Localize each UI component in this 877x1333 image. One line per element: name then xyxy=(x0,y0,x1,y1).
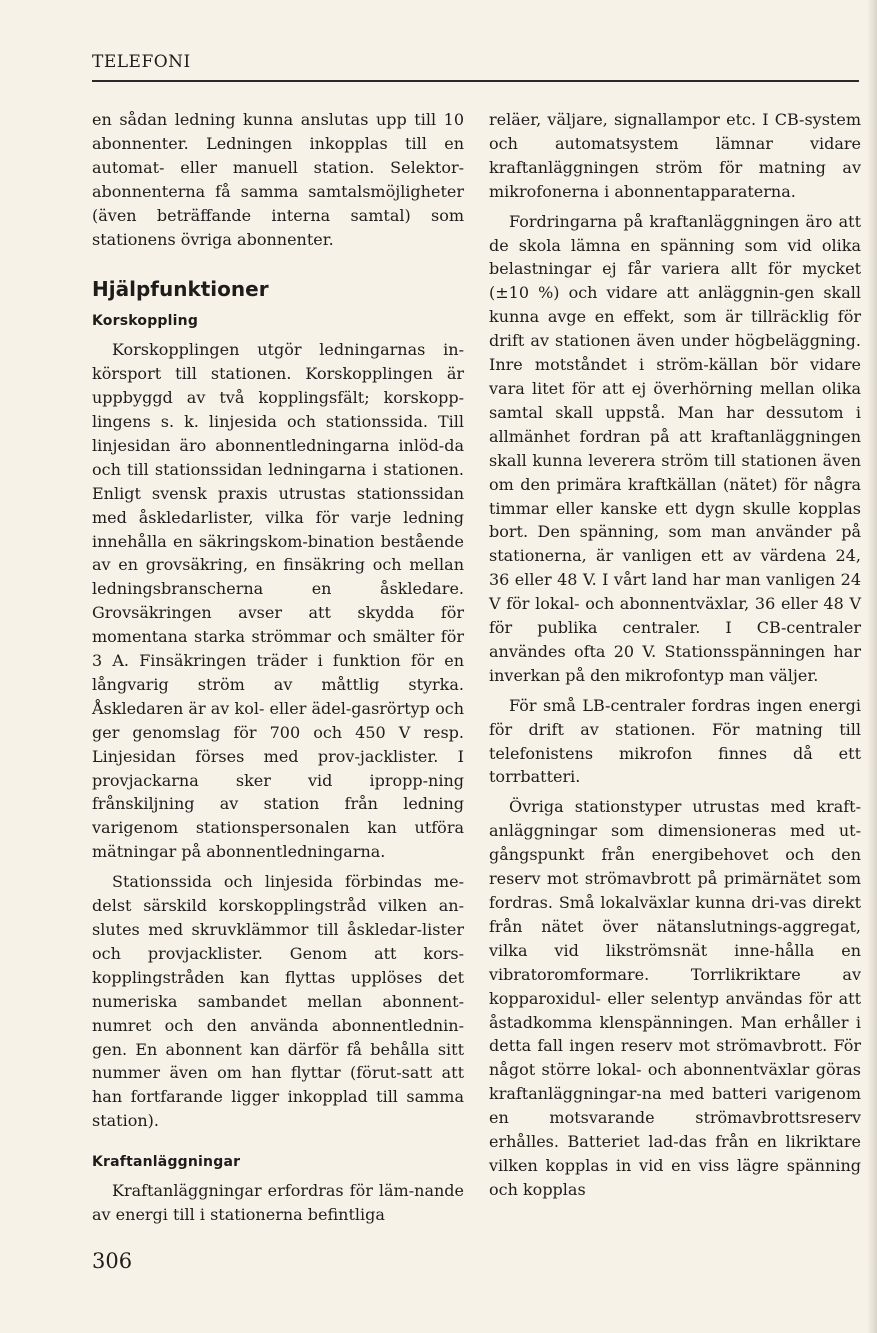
right-column xyxy=(489,108,861,1208)
kraftanlaggningar-paragraph-1: Kraftanläggningar erfordras för läm-nande av energi till i stationerna befintliga xyxy=(92,1181,464,1224)
right-paragraph-3: För små LB-centraler fordras ingen energi för drift av stationen. För matning till telefonistens mikrofon finnes då ett torrbatteri. xyxy=(489,695,861,787)
left-column xyxy=(92,108,464,1233)
section-heading: Hjälpfunktioner xyxy=(92,277,269,302)
intro-paragraph: en sådan ledning kunna anslutas upp till 10 abonnenter. Ledningen inkopplas till en automat- eller manuell station. Selektor-abonnenterna få samma samtalsmöjligheter (även beträffande interna samtal) som stationens övriga abonnenter. xyxy=(92,110,464,249)
header-rule xyxy=(92,80,859,82)
right-paragraph-1: reläer, väljare, signallampor etc. I CB-system och automatsystem lämnar vidare kraftanläggningen ström för matning av mikrofonerna i abonnentapparaterna. xyxy=(489,110,861,201)
page-edge-shadow xyxy=(867,0,877,1333)
right-paragraph-4: Övriga stationstyper utrustas med kraft-anläggningar som dimensioneras med ut-gångspunkt från energibehovet och den reserv mot strömavbrott på primärnätet som fordras. Små lokalväxlar kunna dri-vas direkt från nätet över nätanslutnings-aggregat, vilka vid likströmsnät inne-hålla en vibratoromformare. Torrlikriktare av kopparoxidul- eller selentyp användas för att åstadkomma klenspänningen. Man erhåller i detta fall ingen reserv mot strömavbrott. För något större lokal- och abonnentväxlar göras kraftanläggningar-na med batteri varigenom en motsvarande strömavbrottsreserv erhålles. Batteriet lad-das från en likriktare vilken kopplas in vid en viss lägre spänning och kopplas xyxy=(489,797,861,1199)
right-paragraph-2: Fordringarna på kraftanläggningen äro att de skola lämna en spänning som vid olika belastningar ej får variera allt för mycket (±10 %) och vidare att anläggnin-gen skall kunna avge en effekt, som är tillräcklig för drift av stationen även under högbeläggning. Inre motståndet i ström-källan bör vidare vara litet för att ej överhörning mellan olika samtal skall uppstå. Man har dessutom i allmänhet fordran på att kraftanläggningen skall kunna leverera ström till stationen även om den primära kraftkällan (nätet) för några timmar eller kanske ett dygn skulle kopplas bort. Den spänning, som man använder på stationerna, är vanligen ett av värdena 24, 36 eller 48 V. I vårt land har man vanligen 24 V för lokal- och abonnentväxlar, 36 eller 48 V för publika centraler. I CB-centraler användes ofta 20 V. Stationsspänningen har inverkan på den mikrofontyp man väljer. xyxy=(489,211,861,685)
page-number: 306 xyxy=(92,1249,133,1273)
korskoppling-paragraph-1: Korskopplingen utgör ledningarnas in-körsport till stationen. Korskopplingen är uppbyggd av två kopplingsfält; korskopp-lingens s. k. linjesida och stationssida. Till linjesidan äro abonnentledningarna inlöd-da och till stationssidan ledningarna i stationen. Enligt svensk praxis utrustas stationssidan med åskledarlister, vilka för varje ledning innehålla en säkringskom-bination bestående av en grovsäkring, en finsäkring och mellan ledningsbranscherna en åskledare. Grovsäkringen avser att skydda för momentana starka strömmar och smälter för 3 A. Finsäkringen träder i funktion för en långvarig ström av måttlig styrka. Åskledaren är av kol- eller ädel-gasrörtyp och ger genomslag för 700 och 450 V resp. Linjesidan förses med prov-jacklister. I provjackarna sker vid ipropp-ning frånskiljning av station från ledning varigenom stationspersonalen kan utföra mätningar på abonnentledningarna. xyxy=(92,340,464,862)
running-head: TELEFONI xyxy=(92,52,191,72)
subheading-korskoppling: Korskoppling xyxy=(92,313,199,330)
subheading-kraftanlaggningar: Kraftanläggningar xyxy=(92,1154,241,1171)
korskoppling-paragraph-2: Stationssida och linjesida förbindas me-delst särskild korskopplingstråd vilken an-slutes med skruvklämmor till åskledar-lister och provjacklister. Genom att kors-kopplingstråden kan flyttas upplöses det numeriska sambandet mellan abonnent-numret och den använda abonnentlednin-gen. En abonnent kan därför få behålla sitt nummer även om han flyttar (förut-satt att han fortfarande ligger inkopplad till samma station). xyxy=(92,872,464,1131)
